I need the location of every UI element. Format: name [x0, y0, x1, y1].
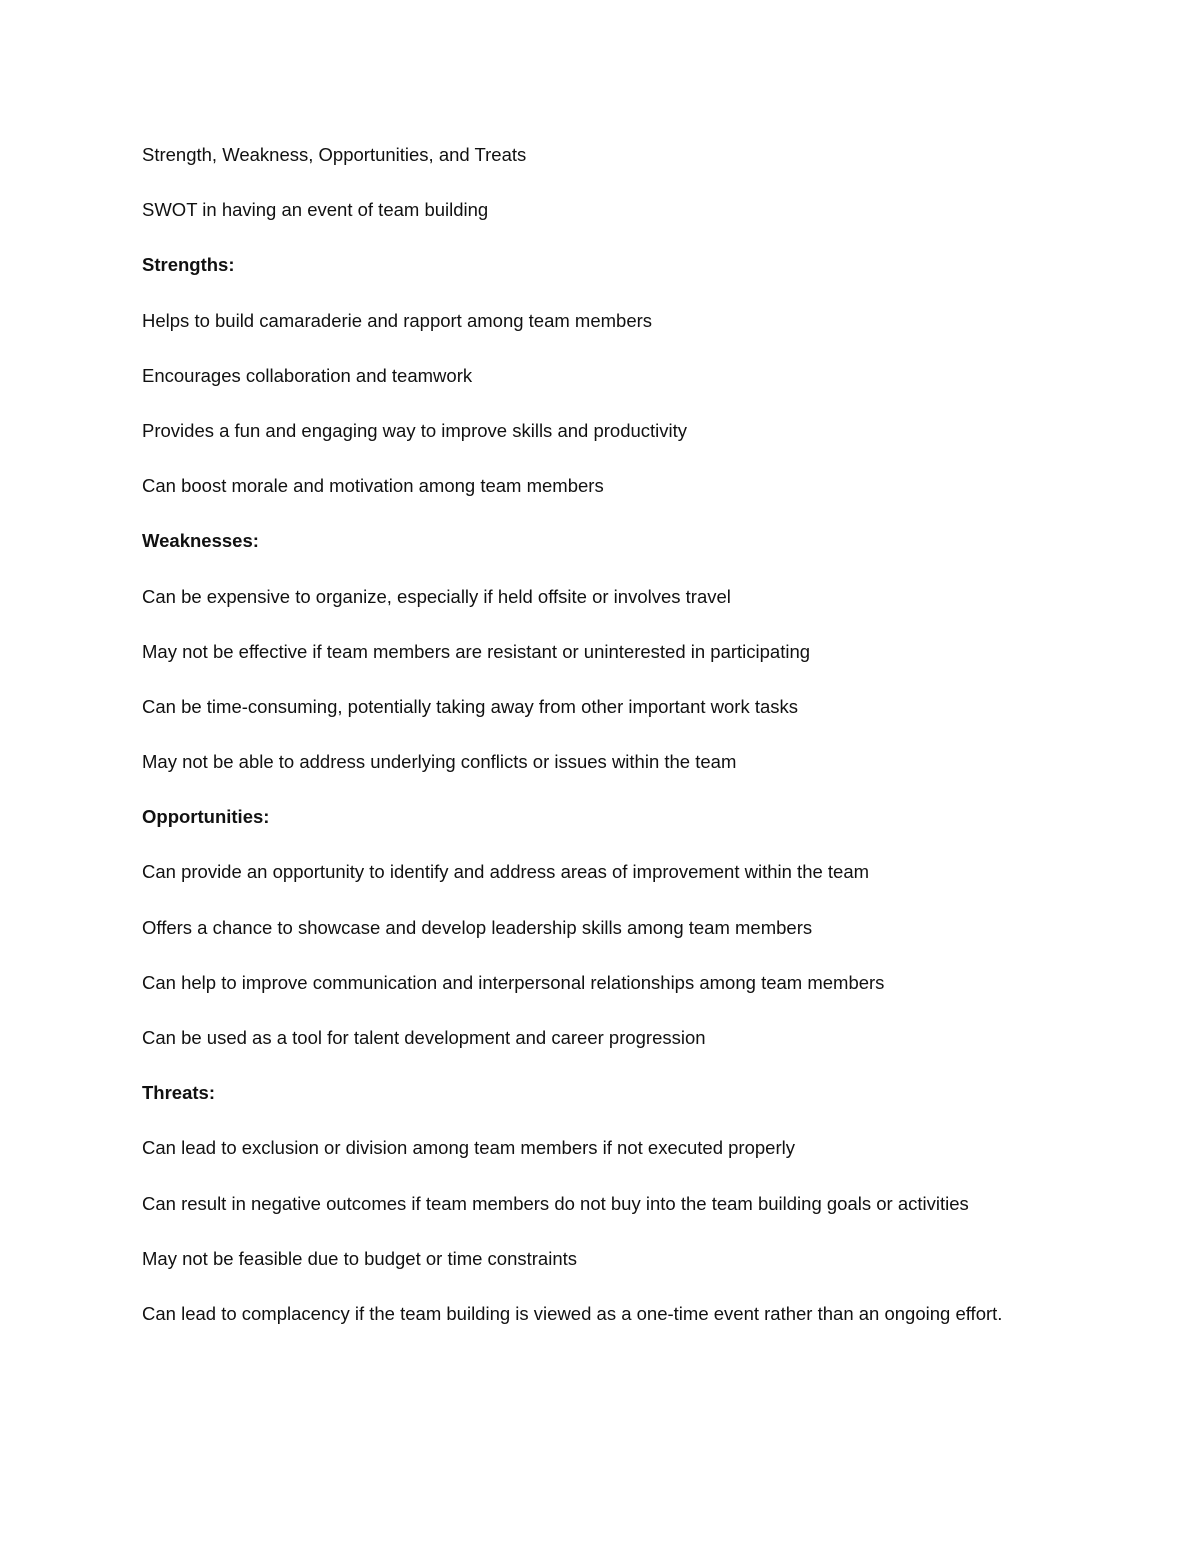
- list-item: Can boost morale and motivation among team members: [142, 475, 604, 497]
- list-item: Offers a chance to showcase and develop leadership skills among team members: [142, 916, 813, 938]
- list-item: Can lead to complacency if the team building is viewed as a one-time event rather than an ongoing effort.: [142, 1302, 1003, 1324]
- list-item: May not be feasible due to budget or time constraints: [142, 1247, 578, 1269]
- section-heading-threats: Threats:: [142, 1082, 215, 1104]
- document-subtitle: SWOT in having an event of team building: [142, 199, 489, 221]
- list-item: Can result in negative outcomes if team members do not buy into the team building goals or activities: [142, 1192, 969, 1214]
- list-item: Encourages collaboration and teamwork: [142, 364, 473, 386]
- list-item: Can be time-consuming, potentially taking away from other important work tasks: [142, 695, 799, 717]
- section-heading-strengths: Strengths:: [142, 254, 235, 276]
- document-body: [142, 141, 1058, 1333]
- list-item: Can lead to exclusion or division among team members if not executed properly: [142, 1137, 795, 1159]
- section-heading-weaknesses: Weaknesses:: [142, 530, 259, 552]
- list-item: Provides a fun and engaging way to improve skills and productivity: [142, 419, 688, 441]
- list-item: Can be expensive to organize, especially if held offsite or involves travel: [142, 585, 731, 607]
- list-item: Helps to build camaraderie and rapport among team members: [142, 309, 653, 331]
- list-item: Can help to improve communication and interpersonal relationships among team members: [142, 971, 885, 993]
- list-item: Can provide an opportunity to identify and address areas of improvement within the team: [142, 861, 870, 883]
- list-item: May not be able to address underlying conflicts or issues within the team: [142, 751, 737, 773]
- list-item: May not be effective if team members are resistant or uninterested in participating: [142, 640, 811, 662]
- list-item: Can be used as a tool for talent development and career progression: [142, 1027, 706, 1048]
- document-title: Strength, Weakness, Opportunities, and Treats: [142, 144, 527, 165]
- section-heading-opportunities: Opportunities:: [142, 806, 270, 828]
